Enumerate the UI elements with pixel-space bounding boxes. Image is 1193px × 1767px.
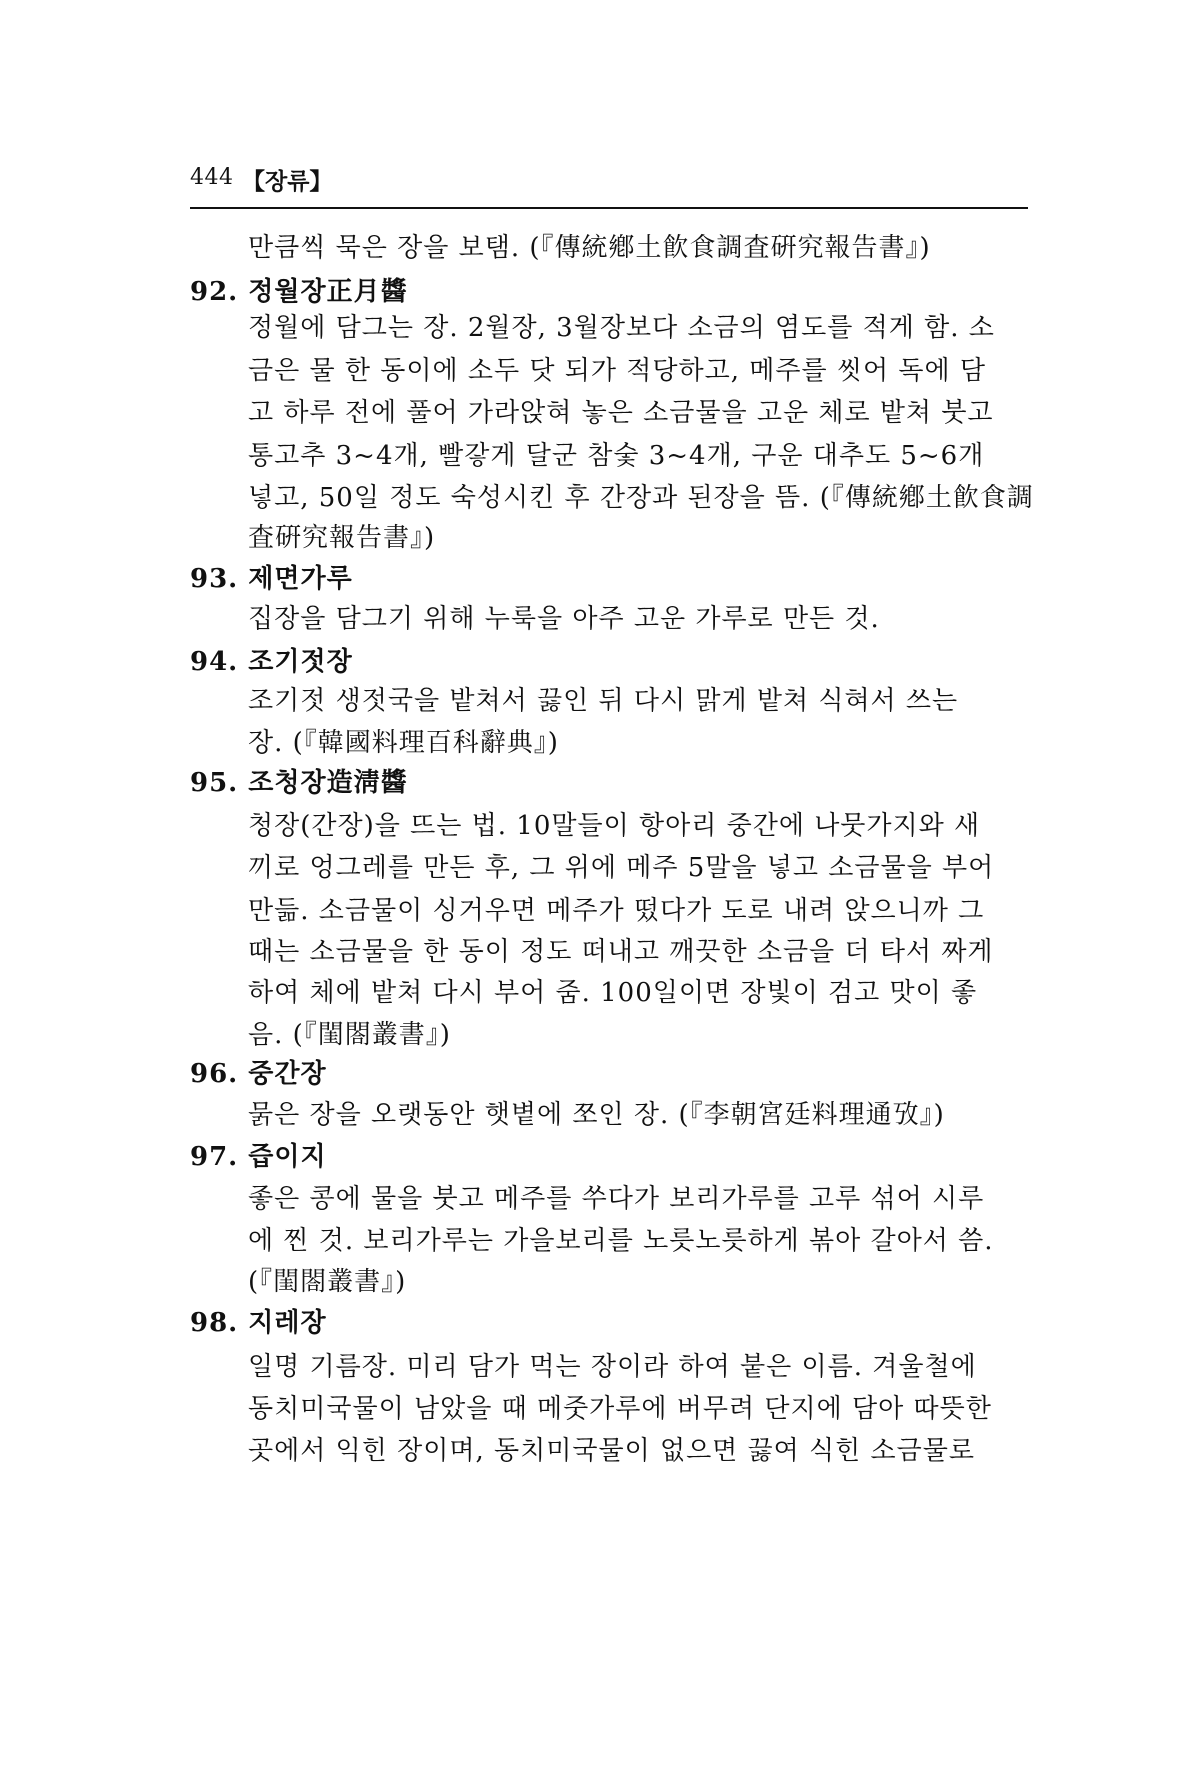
text-line: 음. (『閨閤叢書』): [248, 1020, 451, 1050]
text-line: 좋은 콩에 물을 붓고 메주를 쑤다가 보리가루를 고루 섞어 시루: [248, 1184, 985, 1214]
text-line: 동치미국물이 남았을 때 메줏가루에 버무려 단지에 담아 따뜻한: [248, 1394, 992, 1424]
text-line: 만듦. 소금물이 싱거우면 메주가 떴다가 도로 내려 앉으니까 그: [248, 896, 985, 926]
text-line: 넣고, 50일 정도 숙성시킨 후 간장과 된장을 뜸. (『傳統鄕土飮食調: [248, 483, 1034, 513]
entry-heading: 98. 지레장: [190, 1308, 327, 1338]
text-line: (『閨閤叢書』): [248, 1267, 407, 1297]
page-header: [190, 165, 1030, 209]
text-line: 금은 물 한 동이에 소두 닷 되가 적당하고, 메주를 씻어 독에 담: [248, 356, 986, 386]
text-line: 일명 기름장. 미리 담가 먹는 장이라 하여 붙은 이름. 겨울철에: [248, 1352, 977, 1382]
text-line: 장. (『韓國料理百科辭典』): [248, 728, 559, 758]
entry-heading: 92. 정월장正月醬: [190, 277, 408, 307]
text-line: 정월에 담그는 장. 2월장, 3월장보다 소금의 염도를 적게 함. 소: [248, 313, 995, 343]
entry-heading: 97. 즙이지: [190, 1142, 327, 1172]
entry-heading: 93. 제면가루: [190, 564, 353, 594]
text-line: 만큼씩 묵은 장을 보탬. (『傳統鄕土飮食調査硏究報告書』): [248, 233, 931, 263]
entry-heading: 96. 중간장: [190, 1059, 327, 1089]
text-line: 때는 소금물을 한 동이 정도 떠내고 깨끗한 소금을 더 타서 짜게: [248, 937, 994, 967]
text-line: 청장(간장)을 뜨는 법. 10말들이 항아리 중간에 나뭇가지와 새: [248, 811, 981, 841]
text-line: 査硏究報告書』): [248, 523, 436, 553]
header-rule: [190, 207, 1028, 209]
text-line: 끼로 엉그레를 만든 후, 그 위에 메주 5말을 넣고 소금물을 부어: [248, 853, 995, 883]
text-line: 곳에서 익힌 장이며, 동치미국물이 없으면 끓여 식힌 소금물로: [248, 1436, 976, 1466]
text-line: 하여 체에 밭쳐 다시 부어 줌. 100일이면 장빛이 검고 맛이 좋: [248, 978, 978, 1008]
text-line: 고 하루 전에 풀어 가라앉혀 놓은 소금물을 고운 체로 밭쳐 붓고: [248, 398, 994, 428]
text-line: 묽은 장을 오랫동안 햇볕에 쪼인 장. (『李朝宮廷料理通攷』): [248, 1100, 945, 1130]
text-line: 집장을 담그기 위해 누룩을 아주 고운 가루로 만든 것.: [248, 604, 880, 634]
text-line: 조기젓 생젓국을 밭쳐서 끓인 뒤 다시 맑게 밭쳐 식혀서 쓰는: [248, 686, 959, 716]
text-line: 에 찐 것. 보리가루는 가을보리를 노릇노릇하게 볶아 갈아서 씀.: [248, 1226, 994, 1256]
entry-heading: 95. 조청장造淸醬: [190, 768, 408, 798]
running-section-title: 【장류】: [242, 168, 333, 195]
text-line: 통고추 3~4개, 빨갛게 달군 참숯 3~4개, 구운 대추도 5~6개: [248, 441, 985, 471]
page-number: 444: [190, 165, 234, 190]
entry-heading: 94. 조기젓장: [190, 647, 353, 677]
